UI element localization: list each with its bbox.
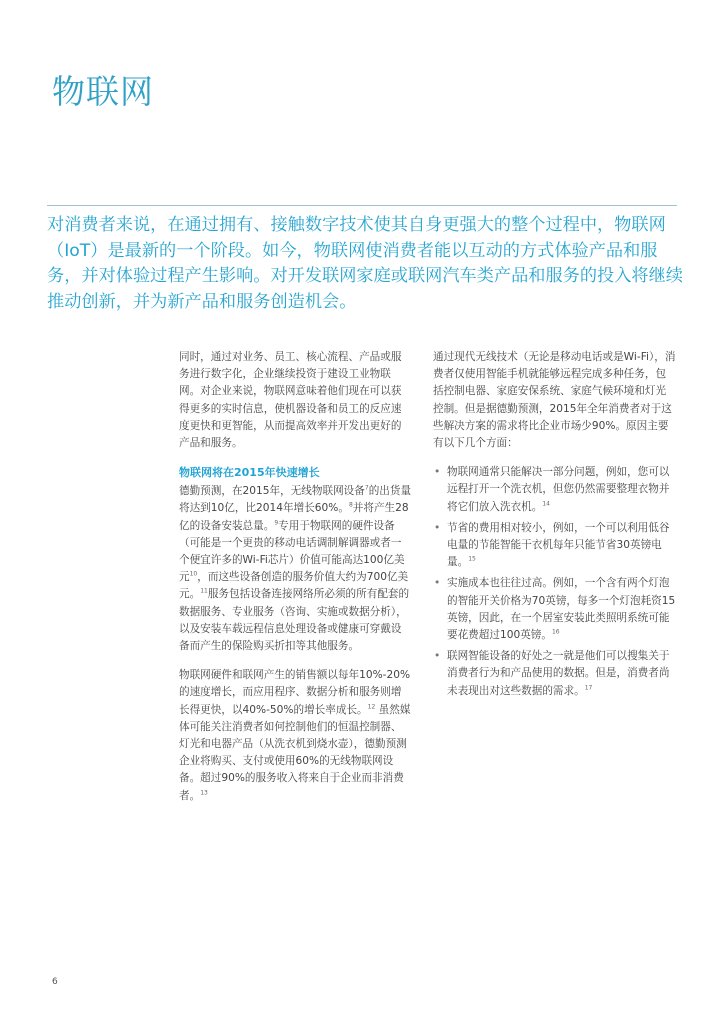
footnote-ref: 13 (200, 789, 208, 797)
bullet-icon: • (434, 577, 441, 590)
list-item-text: 物联网通常只能解决一部分问题，例如，您可以远程打开一个洗衣机，但您仍然需要整理衣物并将它们放入洗衣机。 (447, 466, 670, 513)
footnote-ref: 14 (542, 500, 550, 508)
footnote-ref: 17 (584, 684, 593, 692)
column-left (179, 349, 412, 817)
text-run: 德勤预测，在2015年，无线物联网设备 (179, 485, 365, 498)
footnote-ref: 9 (274, 519, 279, 527)
text-run: 的出货量将达到10亿，比2014年增长60%。 (179, 485, 412, 515)
bullet-list (433, 464, 676, 700)
page-number: 6 (52, 977, 58, 987)
text-run: 服务包括设备连接网络所必须的所有配套的数据服务、专业服务（咨询、实施或数据分析），以及安装车载远程信息处理设备或健康可穿戴设备而产生的保险购买折扣等其他服务。 (179, 588, 410, 653)
paragraph (179, 483, 412, 655)
list-item-text: 节省的费用相对较小，例如，一个可以利用低谷电量的节能智能干衣机每年只能节省30英镑电量。 (447, 521, 670, 569)
footnote-ref: 12 (367, 703, 376, 711)
divider-rule (47, 205, 677, 206)
intro-paragraph: 对消费者来说，在通过拥有、接触数字技术使其自身更强大的整个过程中，物联网（IoT）是最新的一个阶段。如今，物联网使消费者能以互动的方式体验产品和服务，并对体验过程产生影响。对开发联网家庭或联网汽车类产品和服务的投入将继续推动创新，并为新产品和服务创造机会。 (47, 215, 683, 312)
paragraph (179, 667, 412, 805)
bullet-icon: • (434, 521, 441, 534)
bullet-icon: • (434, 650, 441, 663)
text-run: 虽然媒体可能关注消费者如何控制他们的恒温控制器、灯光和电器产品（从洗衣机到烧水壶），德勤预测企业将购买、支付或使用60%的无线物联网设备。超过90%的服务收入将来自于企业而非消费者。 (179, 703, 411, 802)
list-item-text: 联网智能设备的好处之一就是他们可以搜集关于消费者行为和产品使用的数据。但是，消费者尚未表现出对这些数据的需求。 (447, 650, 670, 697)
footnote-ref: 7 (364, 484, 369, 492)
column-right (433, 349, 676, 704)
paragraph: 同时，通过对业务、员工、核心流程、产品或服务进行数字化，企业继续投资于建设工业物联网。对企业来说，物联网意味着他们现在可以获得更多的实时信息，使机器设备和员工的反应速度更快和更智能，从而提高效率并开发出更好的产品和服务。 (179, 351, 402, 450)
footnote-ref: 10 (189, 570, 198, 578)
footnote-ref: 11 (200, 587, 208, 595)
footnote-ref: 15 (468, 555, 476, 563)
paragraph: 通过现代无线技术（无论是移动电话或是Wi-Fi），消费者仅使用智能手机就能够远程完成多种任务，包括控制电器、家庭安保系统、家庭气候环境和灯光控制。但是据德勤预测，2015年全年消费者对于这些解决方案的需求将比企业市场少90%。原因主要有以下几个方面： (433, 351, 676, 450)
list-item-text: 实施成本也往往过高。例如，一个含有两个灯泡的智能开关价格为70英镑，每多一个灯泡耗资15英镑，因此，在一个居室安装此类照明系统可能要花费超过100英镑。 (447, 577, 676, 642)
list-item (433, 520, 676, 572)
text-run: 物联网硬件和联网产生的销售额以每年10%-20%的速度增长，而应用程序、数据分析和服务则增长得更快，以40%-50%的增长率成长。 (179, 669, 411, 716)
list-item (433, 575, 676, 644)
footnote-ref: 8 (348, 501, 353, 509)
list-item (433, 464, 676, 516)
list-item (433, 648, 676, 700)
text-run: ，而这些设备创造的服务价值大约为700亿美元。 (179, 571, 409, 601)
section-heading: 物联网将在2015年快速增长 (179, 466, 320, 480)
bullet-icon: • (434, 466, 441, 479)
page-title: 物联网 (52, 72, 154, 112)
footnote-ref: 16 (551, 628, 560, 636)
text-run: 专用于物联网的硬件设备（可能是一个更贵的移动电话调制解调器或者一个便宜许多的Wi-Fi芯片）价值可能高达100亿美元 (179, 519, 405, 584)
text-run: 并将产生28亿的设备安装总量。 (179, 502, 409, 532)
